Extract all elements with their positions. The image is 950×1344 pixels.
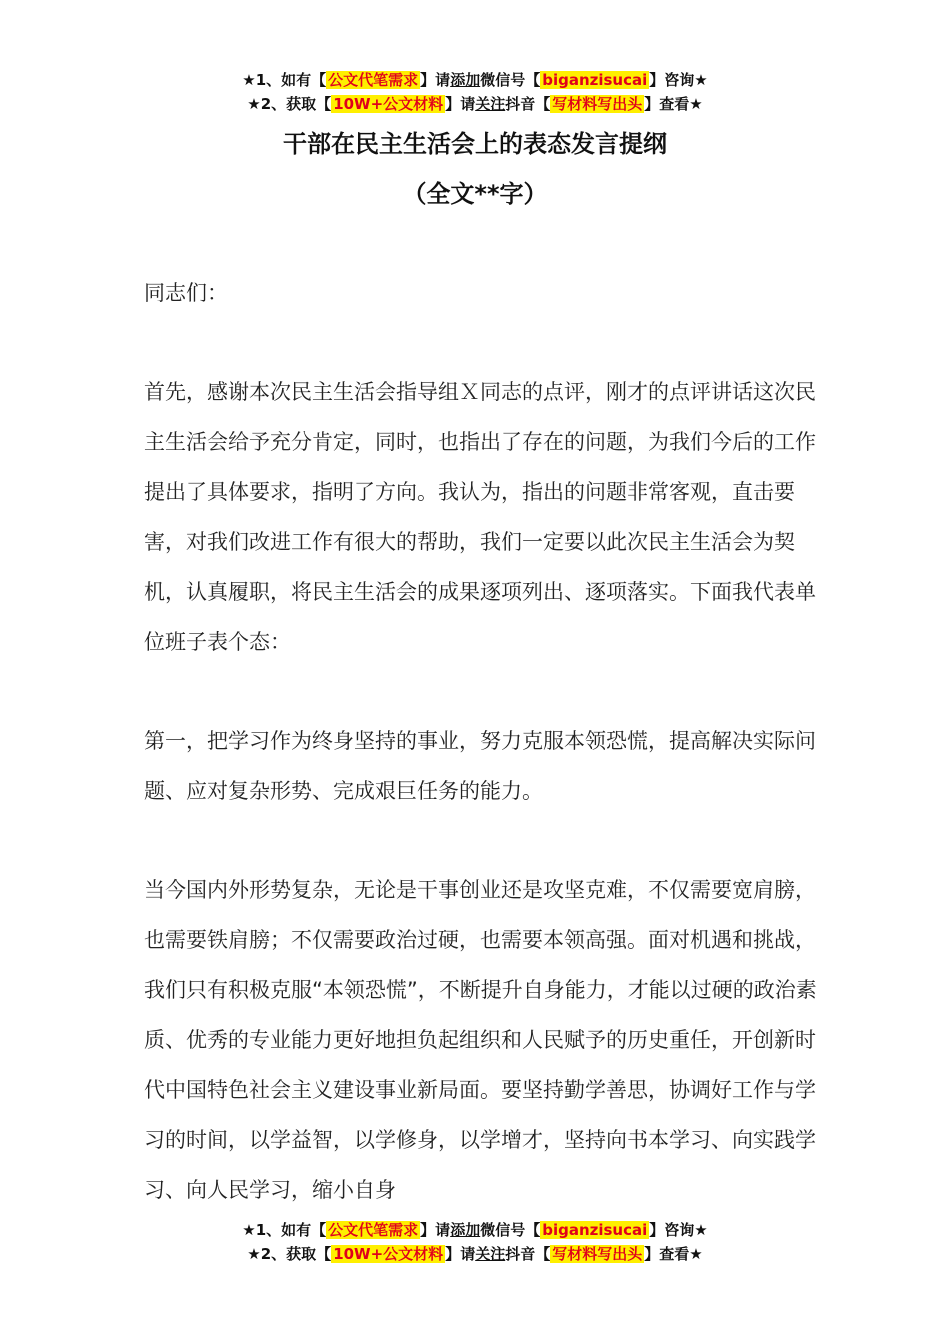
banner-highlight: 写材料写出头 — [552, 95, 643, 113]
document-subtitle: （全文**字） — [402, 180, 548, 208]
banner-line-2 — [0, 92, 950, 116]
footer-banner — [0, 1218, 950, 1266]
banner-text: ★2、获取【 — [247, 1245, 332, 1263]
banner-underlined: 添加 — [450, 71, 481, 89]
banner-text: 】请 — [445, 95, 476, 113]
banner-text: 微信号【 — [480, 1221, 541, 1239]
banner-text: ★2、获取【 — [247, 95, 332, 113]
banner-highlight: biganzisucai — [542, 71, 648, 89]
document-title: 干部在民主生活会上的表态发言提纲 — [283, 130, 667, 158]
salutation: 同志们： — [144, 281, 228, 305]
document-body — [144, 268, 834, 1215]
banner-line-1 — [0, 68, 950, 92]
banner-text: 】查看★ — [644, 1245, 703, 1263]
banner-line-1 — [0, 1218, 950, 1242]
banner-highlight: 10W+公文材料 — [333, 95, 444, 113]
banner-text: 】请 — [420, 1221, 451, 1239]
banner-text: 抖音【 — [505, 1245, 551, 1263]
header-banner — [0, 68, 950, 116]
banner-text: ★1、如有【 — [242, 71, 327, 89]
banner-text: 微信号【 — [480, 71, 541, 89]
banner-highlight: biganzisucai — [542, 1221, 648, 1239]
banner-underlined: 关注 — [475, 1245, 506, 1263]
banner-underlined: 添加 — [450, 1221, 481, 1239]
banner-underlined: 关注 — [475, 95, 506, 113]
banner-text: 】咨询★ — [649, 1221, 708, 1239]
banner-highlight: 10W+公文材料 — [333, 1245, 444, 1263]
banner-text: 抖音【 — [505, 95, 551, 113]
paragraph-body: 当今国内外形势复杂，无论是干事创业还是攻坚克难，不仅需要宽肩膀，也需要铁肩膀；不仅需要政治过硬，也需要本领高强。面对机遇和挑战，我们只有积极克服“本领恐慌”，不断提升自身能力，才能以过硬的政治素质、优秀的专业能力更好地担负起组织和人民赋予的历史重任，开创新时代中国特色社会主义建设事业新局面。要坚持勤学善思，协调好工作与学习的时间，以学益智，以学修身，以学增才，坚持向书本学习、向实践学习、向人民学习，缩小自身 — [144, 878, 817, 1202]
banner-text: 】查看★ — [644, 95, 703, 113]
banner-highlight: 公文代笔需求 — [328, 1221, 419, 1239]
banner-text: 】咨询★ — [649, 71, 708, 89]
banner-text: 】请 — [420, 71, 451, 89]
banner-text: ★1、如有【 — [242, 1221, 327, 1239]
banner-line-2 — [0, 1242, 950, 1266]
banner-text: 】请 — [445, 1245, 476, 1263]
paragraph-intro: 首先，感谢本次民主生活会指导组Ｘ同志的点评，刚才的点评讲话这次民主生活会给予充分肯定，同时，也指出了存在的问题，为我们今后的工作提出了具体要求，指明了方向。我认为，指出的问题非常客观，直击要害，对我们改进工作有很大的帮助，我们一定要以此次民主生活会为契机，认真履职，将民主生活会的成果逐项列出、逐项落实。下面我代表单位班子表个态： — [144, 380, 816, 654]
banner-highlight: 公文代笔需求 — [328, 71, 419, 89]
paragraph-point-one: 第一，把学习作为终身坚持的事业，努力克服本领恐慌，提高解决实际问题、应对复杂形势、完成艰巨任务的能力。 — [144, 729, 816, 803]
banner-highlight: 写材料写出头 — [552, 1245, 643, 1263]
